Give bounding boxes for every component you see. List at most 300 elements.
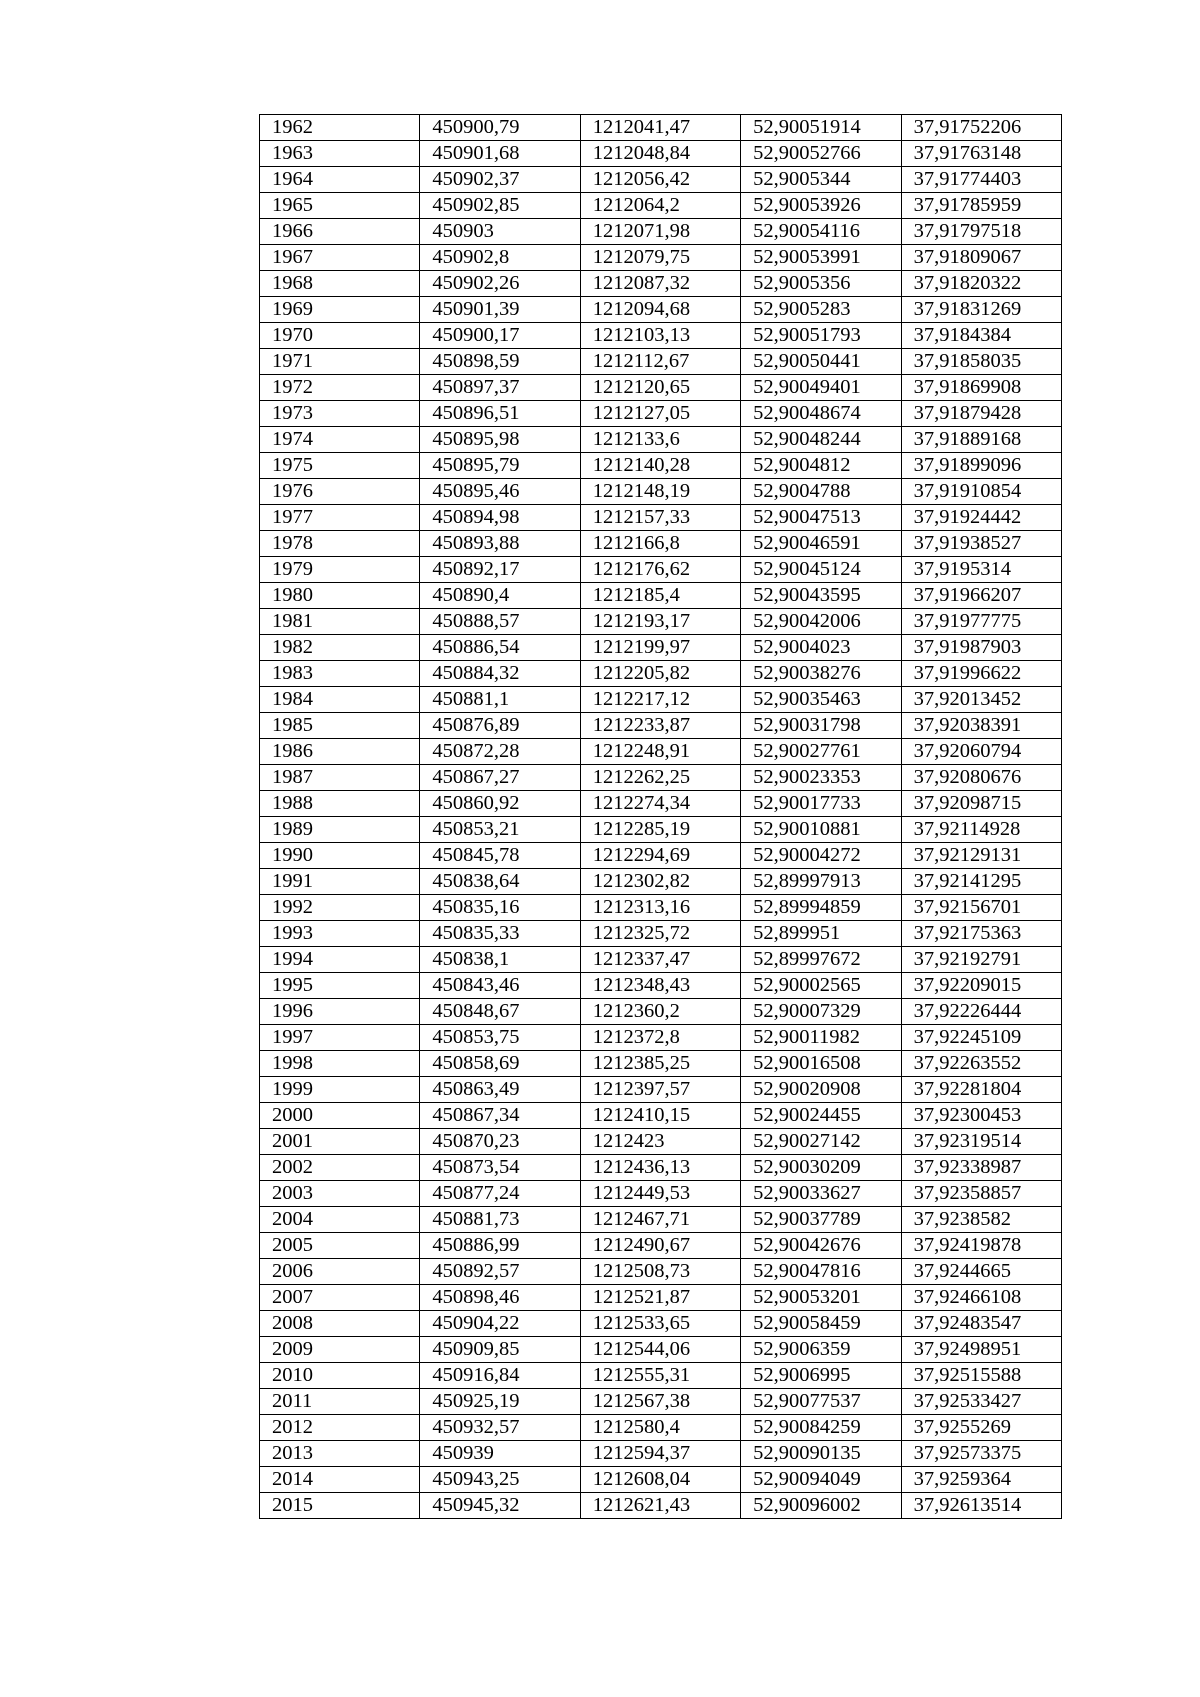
longitude-cell: 37,92038391 [901, 713, 1061, 739]
y-coordinate-cell: 1212594,37 [580, 1441, 740, 1467]
point-number-cell: 1994 [260, 947, 420, 973]
x-coordinate-cell: 450902,85 [420, 193, 580, 219]
latitude-cell: 52,90096002 [741, 1493, 901, 1519]
point-number-cell: 2002 [260, 1155, 420, 1181]
latitude-cell: 52,90090135 [741, 1441, 901, 1467]
x-coordinate-cell: 450870,23 [420, 1129, 580, 1155]
point-number-cell: 1990 [260, 843, 420, 869]
y-coordinate-cell: 1212148,19 [580, 479, 740, 505]
longitude-cell: 37,91820322 [901, 271, 1061, 297]
table-row [260, 1129, 1062, 1155]
x-coordinate-cell: 450853,21 [420, 817, 580, 843]
latitude-cell: 52,90050441 [741, 349, 901, 375]
longitude-cell: 37,92192791 [901, 947, 1061, 973]
latitude-cell: 52,90011982 [741, 1025, 901, 1051]
latitude-cell: 52,89997913 [741, 869, 901, 895]
x-coordinate-cell: 450835,33 [420, 921, 580, 947]
point-number-cell: 1972 [260, 375, 420, 401]
y-coordinate-cell: 1212621,43 [580, 1493, 740, 1519]
longitude-cell: 37,91809067 [901, 245, 1061, 271]
y-coordinate-cell: 1212508,73 [580, 1259, 740, 1285]
y-coordinate-cell: 1212436,13 [580, 1155, 740, 1181]
latitude-cell: 52,90045124 [741, 557, 901, 583]
y-coordinate-cell: 1212166,8 [580, 531, 740, 557]
x-coordinate-cell: 450838,1 [420, 947, 580, 973]
table-row [260, 531, 1062, 557]
x-coordinate-cell: 450863,49 [420, 1077, 580, 1103]
longitude-cell: 37,9244665 [901, 1259, 1061, 1285]
longitude-cell: 37,9238582 [901, 1207, 1061, 1233]
x-coordinate-cell: 450898,59 [420, 349, 580, 375]
table-row [260, 635, 1062, 661]
point-number-cell: 1977 [260, 505, 420, 531]
y-coordinate-cell: 1212467,71 [580, 1207, 740, 1233]
y-coordinate-cell: 1212217,12 [580, 687, 740, 713]
x-coordinate-cell: 450881,1 [420, 687, 580, 713]
longitude-cell: 37,9259364 [901, 1467, 1061, 1493]
table-row [260, 791, 1062, 817]
x-coordinate-cell: 450909,85 [420, 1337, 580, 1363]
x-coordinate-cell: 450892,17 [420, 557, 580, 583]
y-coordinate-cell: 1212521,87 [580, 1285, 740, 1311]
table-row [260, 271, 1062, 297]
y-coordinate-cell: 1212397,57 [580, 1077, 740, 1103]
point-number-cell: 1966 [260, 219, 420, 245]
y-coordinate-cell: 1212140,28 [580, 453, 740, 479]
x-coordinate-cell: 450848,67 [420, 999, 580, 1025]
table-row [260, 895, 1062, 921]
point-number-cell: 1996 [260, 999, 420, 1025]
x-coordinate-cell: 450867,27 [420, 765, 580, 791]
y-coordinate-cell: 1212185,4 [580, 583, 740, 609]
coordinates-table [259, 114, 1062, 1519]
y-coordinate-cell: 1212544,06 [580, 1337, 740, 1363]
table-row [260, 349, 1062, 375]
point-number-cell: 1995 [260, 973, 420, 999]
y-coordinate-cell: 1212205,82 [580, 661, 740, 687]
latitude-cell: 52,90094049 [741, 1467, 901, 1493]
longitude-cell: 37,91869908 [901, 375, 1061, 401]
latitude-cell: 52,90051793 [741, 323, 901, 349]
x-coordinate-cell: 450893,88 [420, 531, 580, 557]
y-coordinate-cell: 1212302,82 [580, 869, 740, 895]
point-number-cell: 1978 [260, 531, 420, 557]
latitude-cell: 52,9006359 [741, 1337, 901, 1363]
point-number-cell: 2010 [260, 1363, 420, 1389]
longitude-cell: 37,9195314 [901, 557, 1061, 583]
latitude-cell: 52,90046591 [741, 531, 901, 557]
longitude-cell: 37,92226444 [901, 999, 1061, 1025]
table-row [260, 479, 1062, 505]
table-row [260, 973, 1062, 999]
longitude-cell: 37,91797518 [901, 219, 1061, 245]
x-coordinate-cell: 450939 [420, 1441, 580, 1467]
x-coordinate-cell: 450835,16 [420, 895, 580, 921]
x-coordinate-cell: 450843,46 [420, 973, 580, 999]
y-coordinate-cell: 1212233,87 [580, 713, 740, 739]
table-row [260, 1155, 1062, 1181]
point-number-cell: 2008 [260, 1311, 420, 1337]
x-coordinate-cell: 450867,34 [420, 1103, 580, 1129]
table-row [260, 1415, 1062, 1441]
table-row [260, 1493, 1062, 1519]
latitude-cell: 52,90053201 [741, 1285, 901, 1311]
latitude-cell: 52,90051914 [741, 115, 901, 141]
x-coordinate-cell: 450895,46 [420, 479, 580, 505]
point-number-cell: 1999 [260, 1077, 420, 1103]
x-coordinate-cell: 450895,98 [420, 427, 580, 453]
table-row [260, 843, 1062, 869]
y-coordinate-cell: 1212199,97 [580, 635, 740, 661]
x-coordinate-cell: 450945,32 [420, 1493, 580, 1519]
y-coordinate-cell: 1212313,16 [580, 895, 740, 921]
longitude-cell: 37,92533427 [901, 1389, 1061, 1415]
y-coordinate-cell: 1212064,2 [580, 193, 740, 219]
y-coordinate-cell: 1212133,6 [580, 427, 740, 453]
table-row [260, 453, 1062, 479]
latitude-cell: 52,90024455 [741, 1103, 901, 1129]
latitude-cell: 52,9005344 [741, 167, 901, 193]
y-coordinate-cell: 1212385,25 [580, 1051, 740, 1077]
y-coordinate-cell: 1212567,38 [580, 1389, 740, 1415]
latitude-cell: 52,90027761 [741, 739, 901, 765]
table-row [260, 713, 1062, 739]
x-coordinate-cell: 450896,51 [420, 401, 580, 427]
y-coordinate-cell: 1212533,65 [580, 1311, 740, 1337]
point-number-cell: 2013 [260, 1441, 420, 1467]
table-row [260, 817, 1062, 843]
x-coordinate-cell: 450858,69 [420, 1051, 580, 1077]
longitude-cell: 37,91924442 [901, 505, 1061, 531]
longitude-cell: 37,92300453 [901, 1103, 1061, 1129]
x-coordinate-cell: 450838,64 [420, 869, 580, 895]
longitude-cell: 37,91938527 [901, 531, 1061, 557]
longitude-cell: 37,92245109 [901, 1025, 1061, 1051]
longitude-cell: 37,91774403 [901, 167, 1061, 193]
x-coordinate-cell: 450886,54 [420, 635, 580, 661]
table-row [260, 999, 1062, 1025]
latitude-cell: 52,90002565 [741, 973, 901, 999]
x-coordinate-cell: 450888,57 [420, 609, 580, 635]
latitude-cell: 52,90043595 [741, 583, 901, 609]
point-number-cell: 2004 [260, 1207, 420, 1233]
point-number-cell: 1973 [260, 401, 420, 427]
point-number-cell: 1967 [260, 245, 420, 271]
table-row [260, 1181, 1062, 1207]
longitude-cell: 37,91858035 [901, 349, 1061, 375]
table-row [260, 1389, 1062, 1415]
y-coordinate-cell: 1212372,8 [580, 1025, 740, 1051]
y-coordinate-cell: 1212176,62 [580, 557, 740, 583]
longitude-cell: 37,92141295 [901, 869, 1061, 895]
latitude-cell: 52,9005283 [741, 297, 901, 323]
table-row [260, 1467, 1062, 1493]
table-row [260, 609, 1062, 635]
latitude-cell: 52,90031798 [741, 713, 901, 739]
coordinates-table-body [260, 115, 1062, 1519]
point-number-cell: 2012 [260, 1415, 420, 1441]
latitude-cell: 52,90077537 [741, 1389, 901, 1415]
point-number-cell: 1997 [260, 1025, 420, 1051]
longitude-cell: 37,92358857 [901, 1181, 1061, 1207]
latitude-cell: 52,9004788 [741, 479, 901, 505]
y-coordinate-cell: 1212285,19 [580, 817, 740, 843]
latitude-cell: 52,90017733 [741, 791, 901, 817]
x-coordinate-cell: 450884,32 [420, 661, 580, 687]
point-number-cell: 1992 [260, 895, 420, 921]
y-coordinate-cell: 1212360,2 [580, 999, 740, 1025]
y-coordinate-cell: 1212423 [580, 1129, 740, 1155]
longitude-cell: 37,9255269 [901, 1415, 1061, 1441]
table-row [260, 739, 1062, 765]
y-coordinate-cell: 1212262,25 [580, 765, 740, 791]
longitude-cell: 37,91966207 [901, 583, 1061, 609]
point-number-cell: 2007 [260, 1285, 420, 1311]
x-coordinate-cell: 450932,57 [420, 1415, 580, 1441]
latitude-cell: 52,90047513 [741, 505, 901, 531]
y-coordinate-cell: 1212274,34 [580, 791, 740, 817]
x-coordinate-cell: 450886,99 [420, 1233, 580, 1259]
table-row [260, 297, 1062, 323]
y-coordinate-cell: 1212348,43 [580, 973, 740, 999]
longitude-cell: 37,92175363 [901, 921, 1061, 947]
point-number-cell: 1970 [260, 323, 420, 349]
table-row [260, 1207, 1062, 1233]
latitude-cell: 52,90016508 [741, 1051, 901, 1077]
point-number-cell: 1987 [260, 765, 420, 791]
longitude-cell: 37,92515588 [901, 1363, 1061, 1389]
latitude-cell: 52,90023353 [741, 765, 901, 791]
table-row [260, 583, 1062, 609]
longitude-cell: 37,91831269 [901, 297, 1061, 323]
table-row [260, 141, 1062, 167]
point-number-cell: 1984 [260, 687, 420, 713]
x-coordinate-cell: 450902,8 [420, 245, 580, 271]
table-row [260, 947, 1062, 973]
latitude-cell: 52,90058459 [741, 1311, 901, 1337]
latitude-cell: 52,9006995 [741, 1363, 901, 1389]
table-row [260, 1363, 1062, 1389]
latitude-cell: 52,9005356 [741, 271, 901, 297]
longitude-cell: 37,92613514 [901, 1493, 1061, 1519]
longitude-cell: 37,91899096 [901, 453, 1061, 479]
y-coordinate-cell: 1212157,33 [580, 505, 740, 531]
y-coordinate-cell: 1212449,53 [580, 1181, 740, 1207]
x-coordinate-cell: 450894,98 [420, 505, 580, 531]
table-row [260, 1051, 1062, 1077]
latitude-cell: 52,90048244 [741, 427, 901, 453]
longitude-cell: 37,92466108 [901, 1285, 1061, 1311]
point-number-cell: 1983 [260, 661, 420, 687]
latitude-cell: 52,90027142 [741, 1129, 901, 1155]
x-coordinate-cell: 450873,54 [420, 1155, 580, 1181]
longitude-cell: 37,92319514 [901, 1129, 1061, 1155]
point-number-cell: 1998 [260, 1051, 420, 1077]
x-coordinate-cell: 450925,19 [420, 1389, 580, 1415]
latitude-cell: 52,90007329 [741, 999, 901, 1025]
x-coordinate-cell: 450902,37 [420, 167, 580, 193]
longitude-cell: 37,91752206 [901, 115, 1061, 141]
latitude-cell: 52,89994859 [741, 895, 901, 921]
point-number-cell: 1969 [260, 297, 420, 323]
table-row [260, 661, 1062, 687]
point-number-cell: 1985 [260, 713, 420, 739]
y-coordinate-cell: 1212071,98 [580, 219, 740, 245]
latitude-cell: 52,90052766 [741, 141, 901, 167]
x-coordinate-cell: 450845,78 [420, 843, 580, 869]
longitude-cell: 37,92483547 [901, 1311, 1061, 1337]
table-row [260, 557, 1062, 583]
longitude-cell: 37,91910854 [901, 479, 1061, 505]
y-coordinate-cell: 1212112,67 [580, 349, 740, 375]
table-row [260, 1233, 1062, 1259]
longitude-cell: 37,92060794 [901, 739, 1061, 765]
point-number-cell: 1982 [260, 635, 420, 661]
x-coordinate-cell: 450901,68 [420, 141, 580, 167]
latitude-cell: 52,89997672 [741, 947, 901, 973]
y-coordinate-cell: 1212580,4 [580, 1415, 740, 1441]
point-number-cell: 2006 [260, 1259, 420, 1285]
table-row [260, 427, 1062, 453]
y-coordinate-cell: 1212094,68 [580, 297, 740, 323]
latitude-cell: 52,90042676 [741, 1233, 901, 1259]
latitude-cell: 52,90047816 [741, 1259, 901, 1285]
table-row [260, 245, 1062, 271]
latitude-cell: 52,90037789 [741, 1207, 901, 1233]
y-coordinate-cell: 1212120,65 [580, 375, 740, 401]
table-row [260, 869, 1062, 895]
longitude-cell: 37,91785959 [901, 193, 1061, 219]
latitude-cell: 52,90049401 [741, 375, 901, 401]
table-row [260, 1337, 1062, 1363]
point-number-cell: 1971 [260, 349, 420, 375]
x-coordinate-cell: 450877,24 [420, 1181, 580, 1207]
longitude-cell: 37,92573375 [901, 1441, 1061, 1467]
longitude-cell: 37,92114928 [901, 817, 1061, 843]
y-coordinate-cell: 1212103,13 [580, 323, 740, 349]
y-coordinate-cell: 1212087,32 [580, 271, 740, 297]
point-number-cell: 1993 [260, 921, 420, 947]
x-coordinate-cell: 450900,79 [420, 115, 580, 141]
point-number-cell: 1974 [260, 427, 420, 453]
longitude-cell: 37,9184384 [901, 323, 1061, 349]
table-row [260, 401, 1062, 427]
latitude-cell: 52,9004812 [741, 453, 901, 479]
point-number-cell: 1979 [260, 557, 420, 583]
longitude-cell: 37,92498951 [901, 1337, 1061, 1363]
y-coordinate-cell: 1212490,67 [580, 1233, 740, 1259]
table-row [260, 765, 1062, 791]
y-coordinate-cell: 1212041,47 [580, 115, 740, 141]
point-number-cell: 1963 [260, 141, 420, 167]
y-coordinate-cell: 1212127,05 [580, 401, 740, 427]
x-coordinate-cell: 450892,57 [420, 1259, 580, 1285]
longitude-cell: 37,92013452 [901, 687, 1061, 713]
table-row [260, 1077, 1062, 1103]
table-row [260, 1441, 1062, 1467]
point-number-cell: 1962 [260, 115, 420, 141]
y-coordinate-cell: 1212555,31 [580, 1363, 740, 1389]
longitude-cell: 37,91996622 [901, 661, 1061, 687]
x-coordinate-cell: 450872,28 [420, 739, 580, 765]
y-coordinate-cell: 1212193,17 [580, 609, 740, 635]
x-coordinate-cell: 450916,84 [420, 1363, 580, 1389]
point-number-cell: 1980 [260, 583, 420, 609]
table-row [260, 167, 1062, 193]
latitude-cell: 52,90035463 [741, 687, 901, 713]
point-number-cell: 2009 [260, 1337, 420, 1363]
latitude-cell: 52,90004272 [741, 843, 901, 869]
longitude-cell: 37,92098715 [901, 791, 1061, 817]
x-coordinate-cell: 450897,37 [420, 375, 580, 401]
table-row [260, 1285, 1062, 1311]
y-coordinate-cell: 1212294,69 [580, 843, 740, 869]
point-number-cell: 1976 [260, 479, 420, 505]
table-row [260, 193, 1062, 219]
x-coordinate-cell: 450853,75 [420, 1025, 580, 1051]
point-number-cell: 2003 [260, 1181, 420, 1207]
latitude-cell: 52,90053991 [741, 245, 901, 271]
point-number-cell: 1988 [260, 791, 420, 817]
point-number-cell: 1964 [260, 167, 420, 193]
point-number-cell: 2011 [260, 1389, 420, 1415]
longitude-cell: 37,91879428 [901, 401, 1061, 427]
point-number-cell: 1965 [260, 193, 420, 219]
longitude-cell: 37,91763148 [901, 141, 1061, 167]
y-coordinate-cell: 1212337,47 [580, 947, 740, 973]
x-coordinate-cell: 450901,39 [420, 297, 580, 323]
x-coordinate-cell: 450876,89 [420, 713, 580, 739]
point-number-cell: 1975 [260, 453, 420, 479]
point-number-cell: 1968 [260, 271, 420, 297]
x-coordinate-cell: 450898,46 [420, 1285, 580, 1311]
longitude-cell: 37,92281804 [901, 1077, 1061, 1103]
longitude-cell: 37,92080676 [901, 765, 1061, 791]
table-row [260, 1025, 1062, 1051]
longitude-cell: 37,92338987 [901, 1155, 1061, 1181]
point-number-cell: 2000 [260, 1103, 420, 1129]
table-row [260, 505, 1062, 531]
point-number-cell: 1981 [260, 609, 420, 635]
longitude-cell: 37,92129131 [901, 843, 1061, 869]
longitude-cell: 37,92263552 [901, 1051, 1061, 1077]
latitude-cell: 52,90010881 [741, 817, 901, 843]
x-coordinate-cell: 450881,73 [420, 1207, 580, 1233]
point-number-cell: 2001 [260, 1129, 420, 1155]
table-row [260, 323, 1062, 349]
longitude-cell: 37,92419878 [901, 1233, 1061, 1259]
longitude-cell: 37,92209015 [901, 973, 1061, 999]
longitude-cell: 37,92156701 [901, 895, 1061, 921]
table-row [260, 115, 1062, 141]
point-number-cell: 1991 [260, 869, 420, 895]
latitude-cell: 52,90053926 [741, 193, 901, 219]
latitude-cell: 52,90048674 [741, 401, 901, 427]
x-coordinate-cell: 450900,17 [420, 323, 580, 349]
table-row [260, 375, 1062, 401]
table-row [260, 687, 1062, 713]
y-coordinate-cell: 1212325,72 [580, 921, 740, 947]
longitude-cell: 37,91987903 [901, 635, 1061, 661]
table-row [260, 1103, 1062, 1129]
x-coordinate-cell: 450895,79 [420, 453, 580, 479]
y-coordinate-cell: 1212079,75 [580, 245, 740, 271]
latitude-cell: 52,899951 [741, 921, 901, 947]
table-row [260, 921, 1062, 947]
y-coordinate-cell: 1212048,84 [580, 141, 740, 167]
x-coordinate-cell: 450890,4 [420, 583, 580, 609]
point-number-cell: 1989 [260, 817, 420, 843]
